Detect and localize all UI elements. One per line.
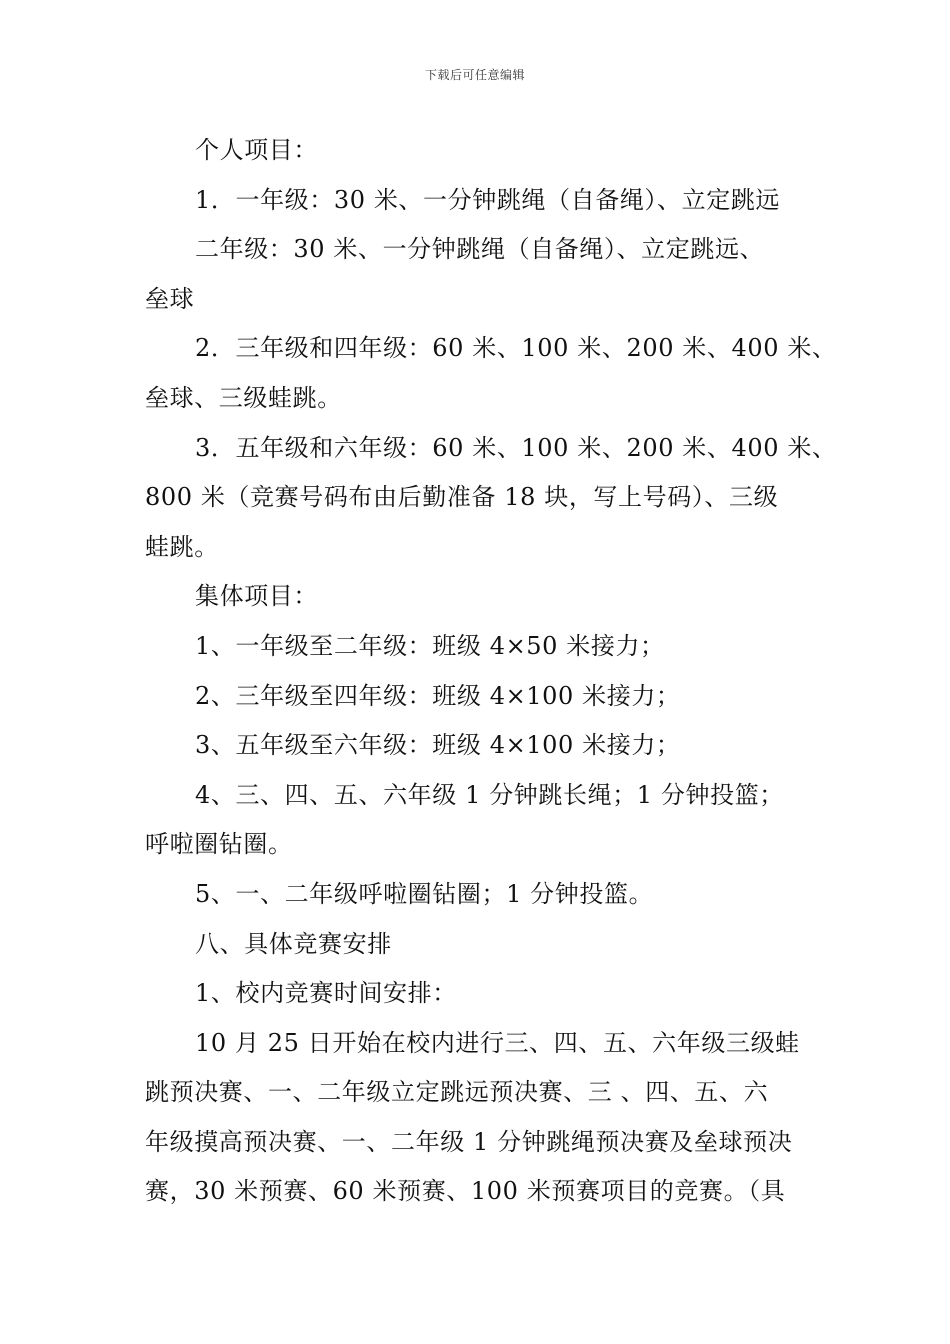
paragraph-line: 跳预决赛、一、二年级立定跳远预决赛、三 、四、五、六 — [145, 1078, 769, 1107]
paragraph-line: 呼啦圈钻圈。 — [145, 830, 293, 859]
paragraph-line: 10 月 25 日开始在校内进行三、四、五、六年级三级蛙 — [195, 1028, 800, 1057]
paragraph-line: 1、校内竞赛时间安排： — [195, 979, 457, 1008]
paragraph-line: 二年级：30 米、一分钟跳绳（自备绳）、立定跳远、 — [195, 235, 765, 264]
paragraph-line: 赛，30 米预赛、60 米预赛、100 米预赛项目的竞赛。（具 — [145, 1177, 786, 1206]
paragraph-line: 2、三年级至四年级：班级 4×100 米接力； — [195, 681, 681, 710]
paragraph-line: 5、一、二年级呼啦圈钻圈；1 分钟投篮。 — [195, 879, 654, 908]
paragraph-line: 3、五年级至六年级：班级 4×100 米接力； — [195, 731, 681, 760]
paragraph-line: 垒球 — [145, 284, 195, 313]
paragraph-line: 800 米（竞赛号码布由后勤准备 18 块，写上号码）、三级 — [145, 483, 779, 512]
paragraph-line: 1、一年级至二年级：班级 4×50 米接力； — [195, 631, 665, 660]
document-body — [145, 126, 837, 1217]
paragraph-line: 年级摸高预决赛、一、二年级 1 分钟跳绳预决赛及垒球预决 — [145, 1127, 793, 1156]
header-note: 下载后可任意编辑 — [424, 68, 525, 82]
paragraph-line: 个人项目： — [195, 136, 318, 164]
paragraph-line: 八、具体竞赛安排 — [195, 929, 392, 958]
paragraph-line: 1．一年级：30 米、一分钟跳绳（自备绳）、立定跳远 — [195, 185, 781, 214]
paragraph-line: 垒球、三级蛙跳。 — [145, 383, 342, 412]
paragraph-line: 蛙跳。 — [145, 532, 219, 561]
paragraph-line: 2．三年级和四年级：60 米、100 米、200 米、400 米、 — [195, 334, 837, 363]
paragraph-line: 4、三、四、五、六年级 1 分钟跳长绳；1 分钟投篮； — [195, 780, 784, 809]
paragraph-line: 集体项目： — [195, 582, 318, 611]
paragraph-line: 3．五年级和六年级：60 米、100 米、200 米、400 米、 — [195, 433, 837, 462]
